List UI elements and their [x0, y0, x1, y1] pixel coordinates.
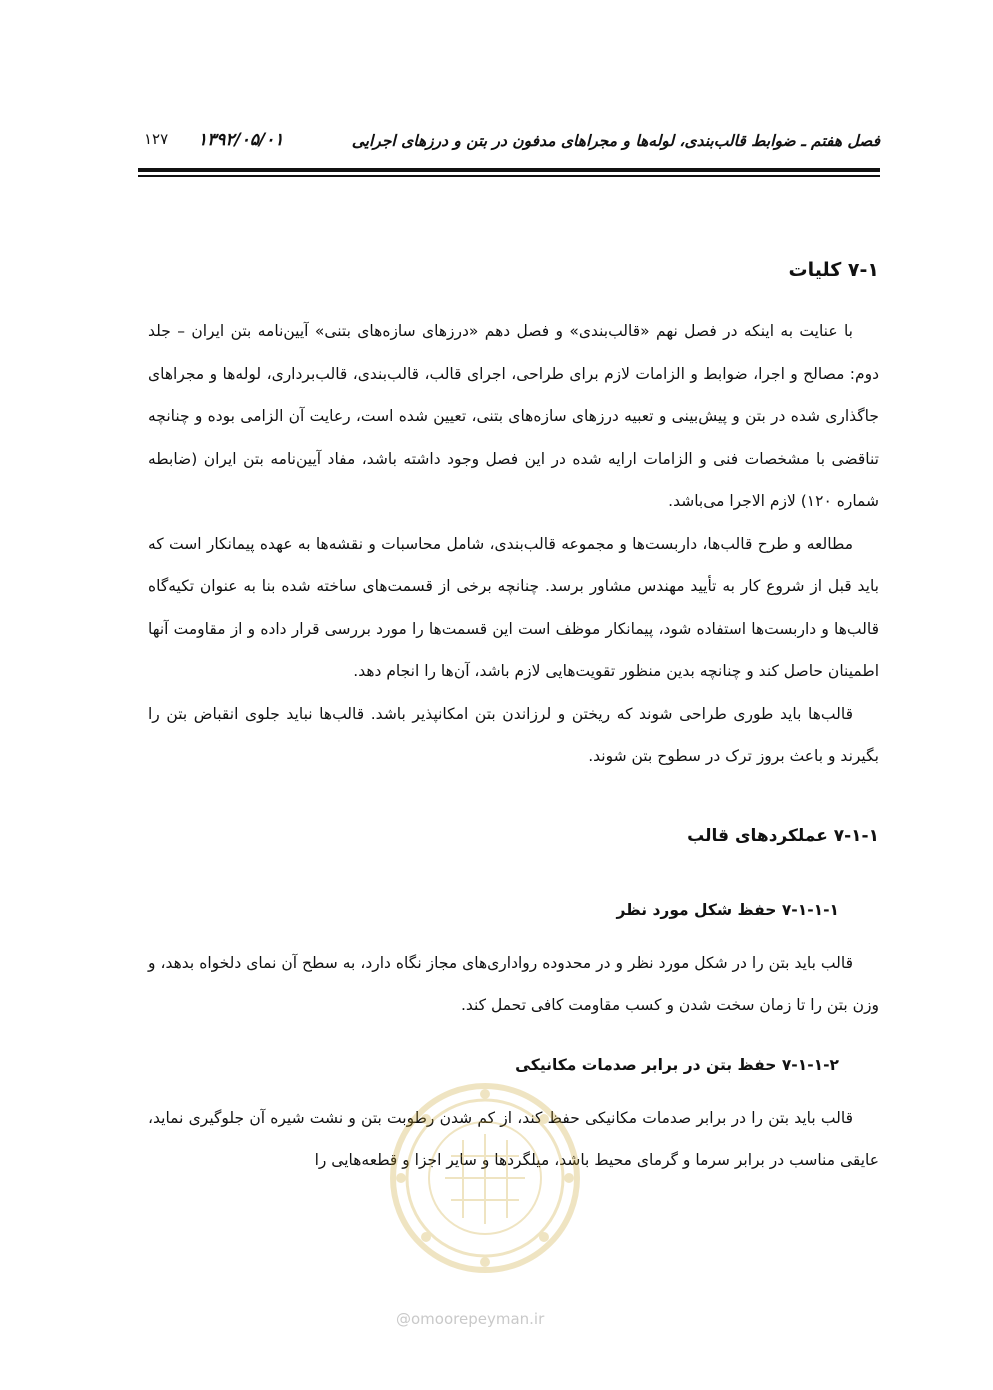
paragraph: با عنایت به اینکه در فصل نهم «قالب‌بندی» و فصل دهم «درزهای سازه‌های بتنی» آیین‌نامه بتن ایران – جلد دوم: مصالح و اجرا، ضوابط و الزامات لازم برای طراحی، اجرای قالب، قالب‌بندی، قالب‌برداری، لوله‌ها و مجراهای جاگذاری شده در بتن و پیش‌بینی و تعبیه درزهای سازه‌های بتنی، تعیین شده است، رعایت آن الزامی بوده و چنانچه تناقضی با مشخصات فنی و الزامات ارایه شده در این فصل وجود داشته باشد، مفاد آیین‌نامه بتن ایران (ضابطه شماره ۱۲۰) لازم الاجرا می‌باشد.	[148, 322, 879, 510]
paragraph: قالب باید بتن را در شکل مورد نظر و در محدوده رواداری‌های مجاز نگاه دارد، به سطح آن نمای دلخواه بدهد، و وزن بتن را تا زمان سخت شدن و کسب مقاومت کافی تحمل کند.	[148, 953, 879, 1014]
item-heading: ۷-۱-۱-۱ حفظ شکل مورد نظر	[616, 900, 839, 919]
chapter-title: فصل هفتم ـ ضوابط قالب‌بندی، لوله‌ها و مجراهای مدفون در بتن و درزهای اجرایی	[351, 132, 880, 150]
paragraph: قالب‌ها باید طوری طراحی شوند که ریختن و لرزاندن بتن امکانپذیر باشد. قالب‌ها نباید جلوی انقباض بتن را بگیرند و باعث بروز ترک در سطوح بتن شوند.	[148, 704, 879, 765]
paragraph: مطالعه و طرح قالب‌ها، داربست‌ها و مجموعه قالب‌بندی، شامل محاسبات و نقشه‌ها به عهده پیمانکار است که باید قبل از شروع کار به تأیید مهندس مشاور برسد. چنانچه برخی از قسمت‌های ساخته شده بنا به عنوان تکیه‌گاه قالب‌ها و داربست‌ها استفاده شود، پیمانکار موظف است این قسمت‌ها را مورد بررسی قرار داده و از مقاومت آنها اطمینان حاصل کند و چنانچه بدین منظور تقویت‌هایی لازم باشد، آن‌ها را انجام دهد.	[148, 534, 879, 680]
running-header	[138, 124, 880, 164]
header-rule-thin	[138, 175, 880, 177]
page-number: ۱۲۷	[144, 130, 169, 148]
item-heading: ۷-۱-۱-۲ حفظ بتن در برابر صدمات مکانیکی	[515, 1055, 839, 1074]
revision-date: ۱۳۹۲/۰۵/۰۱	[198, 130, 284, 150]
section-heading: ۷-۱ کلیات	[788, 259, 879, 281]
subsection-heading: ۷-۱-۱ عملکردهای قالب	[687, 825, 879, 846]
paragraph: قالب باید بتن را در برابر صدمات مکانیکی حفظ کند، از کم شدن رطوبت بتن و نشت شیره آن جلوگیری نماید، عایقی مناسب در برابر سرما و گرمای محیط باشد، میلگردها و سایر اجزا و قطعه‌هایی را	[148, 1108, 879, 1169]
page-body	[148, 250, 879, 1182]
header-rule-thick	[138, 168, 880, 172]
watermark-url: @omoorepeyman.ir	[396, 1310, 545, 1328]
